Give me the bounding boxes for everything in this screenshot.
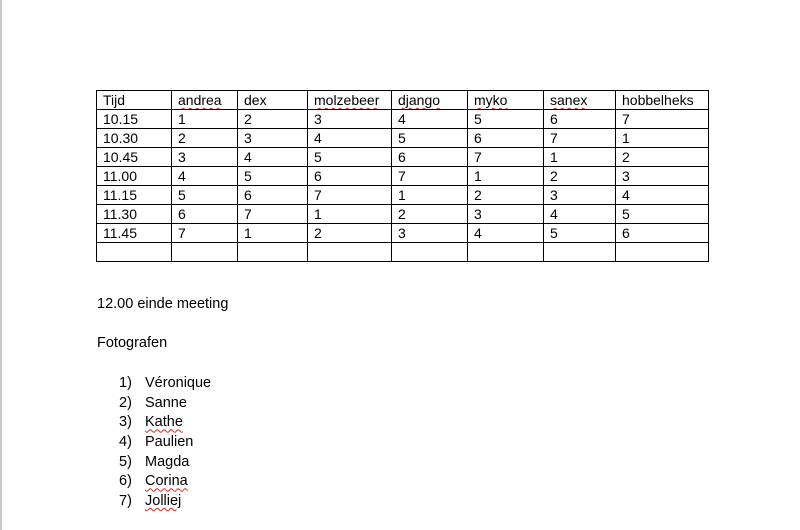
photographer-name: Kathe	[145, 414, 183, 431]
photographer-name: Jolliej	[145, 493, 182, 510]
table-cell[interactable]: 5	[308, 148, 392, 167]
table-cell[interactable]: 4	[172, 167, 238, 186]
table-cell[interactable]: 7	[616, 110, 709, 129]
list-number: 2)	[119, 394, 132, 411]
table-cell[interactable]: 4	[238, 148, 308, 167]
table-cell[interactable]: 4	[392, 110, 468, 129]
header-cell[interactable]	[392, 91, 468, 110]
list-number: 6)	[119, 473, 132, 490]
time-cell[interactable]: 11.30	[97, 205, 172, 224]
table-cell[interactable]: 2	[468, 186, 544, 205]
table-header-row	[97, 91, 709, 110]
photographer-name: Magda	[145, 453, 190, 470]
table-cell[interactable]: 3	[468, 205, 544, 224]
empty-table-row	[97, 243, 709, 262]
header-cell[interactable]	[544, 91, 616, 110]
header-cell[interactable]: Tijd	[97, 91, 172, 110]
table-cell[interactable]: 5	[616, 205, 709, 224]
table-cell[interactable]: 5	[468, 110, 544, 129]
table-row	[97, 167, 709, 186]
header-cell[interactable]	[308, 91, 392, 110]
table-row	[97, 224, 709, 243]
table-cell[interactable]: 7	[308, 186, 392, 205]
header-text: andrea	[178, 92, 222, 108]
table-cell[interactable]	[616, 243, 709, 262]
table-cell[interactable]	[468, 243, 544, 262]
table-cell[interactable]: 2	[616, 148, 709, 167]
table-cell[interactable]: 6	[308, 167, 392, 186]
table-cell[interactable]: 1	[392, 186, 468, 205]
time-cell[interactable]: 10.30	[97, 129, 172, 148]
table-row	[97, 205, 709, 224]
header-cell[interactable]: dex	[238, 91, 308, 110]
table-row	[97, 148, 709, 167]
table-cell[interactable]: 4	[544, 205, 616, 224]
meeting-end-note: 12.00 einde meeting	[97, 296, 229, 312]
table-cell[interactable]	[544, 243, 616, 262]
photographer-name: Corina	[145, 473, 188, 490]
time-cell[interactable]: 11.00	[97, 167, 172, 186]
time-cell[interactable]	[97, 243, 172, 262]
table-cell[interactable]: 1	[616, 129, 709, 148]
table-cell[interactable]: 3	[544, 186, 616, 205]
table-cell[interactable]	[392, 243, 468, 262]
time-cell[interactable]: 10.45	[97, 148, 172, 167]
table-cell[interactable]	[308, 243, 392, 262]
table-cell[interactable]: 2	[392, 205, 468, 224]
table-cell[interactable]: 6	[172, 205, 238, 224]
photographer-name: Paulien	[145, 434, 194, 451]
table-row	[97, 110, 709, 129]
table-cell[interactable]: 5	[544, 224, 616, 243]
table-cell[interactable]: 1	[172, 110, 238, 129]
table-cell[interactable]: 2	[238, 110, 308, 129]
header-text: myko	[474, 92, 508, 108]
table-cell[interactable]: 2	[544, 167, 616, 186]
schedule-table	[96, 90, 709, 262]
table-cell[interactable]: 7	[468, 148, 544, 167]
table-cell[interactable]: 4	[468, 224, 544, 243]
list-number: 3)	[119, 414, 132, 431]
time-cell[interactable]: 11.15	[97, 186, 172, 205]
photographer-name: Sanne	[145, 394, 187, 411]
header-cell[interactable]	[468, 91, 544, 110]
header-text: django	[398, 92, 441, 108]
table-cell[interactable]: 2	[308, 224, 392, 243]
table-cell[interactable]: 7	[392, 167, 468, 186]
time-cell[interactable]: 11.45	[97, 224, 172, 243]
table-cell[interactable]: 1	[544, 148, 616, 167]
header-text: sanex	[550, 92, 588, 108]
table-cell[interactable]: 3	[392, 224, 468, 243]
header-cell[interactable]: hobbelheks	[616, 91, 709, 110]
table-cell[interactable]: 7	[544, 129, 616, 148]
table-cell[interactable]: 1	[238, 224, 308, 243]
table-cell[interactable]: 2	[172, 129, 238, 148]
table-row	[97, 186, 709, 205]
table-cell[interactable]: 7	[172, 224, 238, 243]
table-cell[interactable]: 5	[238, 167, 308, 186]
table-cell[interactable]: 7	[238, 205, 308, 224]
table-cell[interactable]: 6	[238, 186, 308, 205]
table-cell[interactable]: 3	[308, 110, 392, 129]
table-cell[interactable]: 4	[308, 129, 392, 148]
table-cell[interactable]: 1	[308, 205, 392, 224]
list-number: 7)	[119, 493, 132, 510]
list-number: 1)	[119, 375, 132, 391]
table-cell[interactable]: 6	[392, 148, 468, 167]
table-cell[interactable]: 6	[468, 129, 544, 148]
table-cell[interactable]: 6	[544, 110, 616, 129]
header-text: molzebeer	[314, 92, 380, 108]
photographers-heading: Fotografen	[97, 335, 168, 351]
table-cell[interactable]: 3	[172, 148, 238, 167]
list-number: 4)	[119, 434, 132, 451]
table-cell[interactable]	[172, 243, 238, 262]
table-cell[interactable]: 3	[616, 167, 709, 186]
table-cell[interactable]: 5	[172, 186, 238, 205]
table-cell[interactable]: 1	[468, 167, 544, 186]
table-cell[interactable]: 5	[392, 129, 468, 148]
photographer-name: Véronique	[145, 375, 212, 391]
list-number: 5)	[119, 453, 132, 470]
table-cell[interactable]: 3	[238, 129, 308, 148]
table-cell[interactable]: 6	[616, 224, 709, 243]
header-cell[interactable]	[172, 91, 238, 110]
table-cell[interactable]: 4	[616, 186, 709, 205]
table-cell[interactable]	[238, 243, 308, 262]
table-row	[97, 129, 709, 148]
time-cell[interactable]: 10.15	[97, 110, 172, 129]
